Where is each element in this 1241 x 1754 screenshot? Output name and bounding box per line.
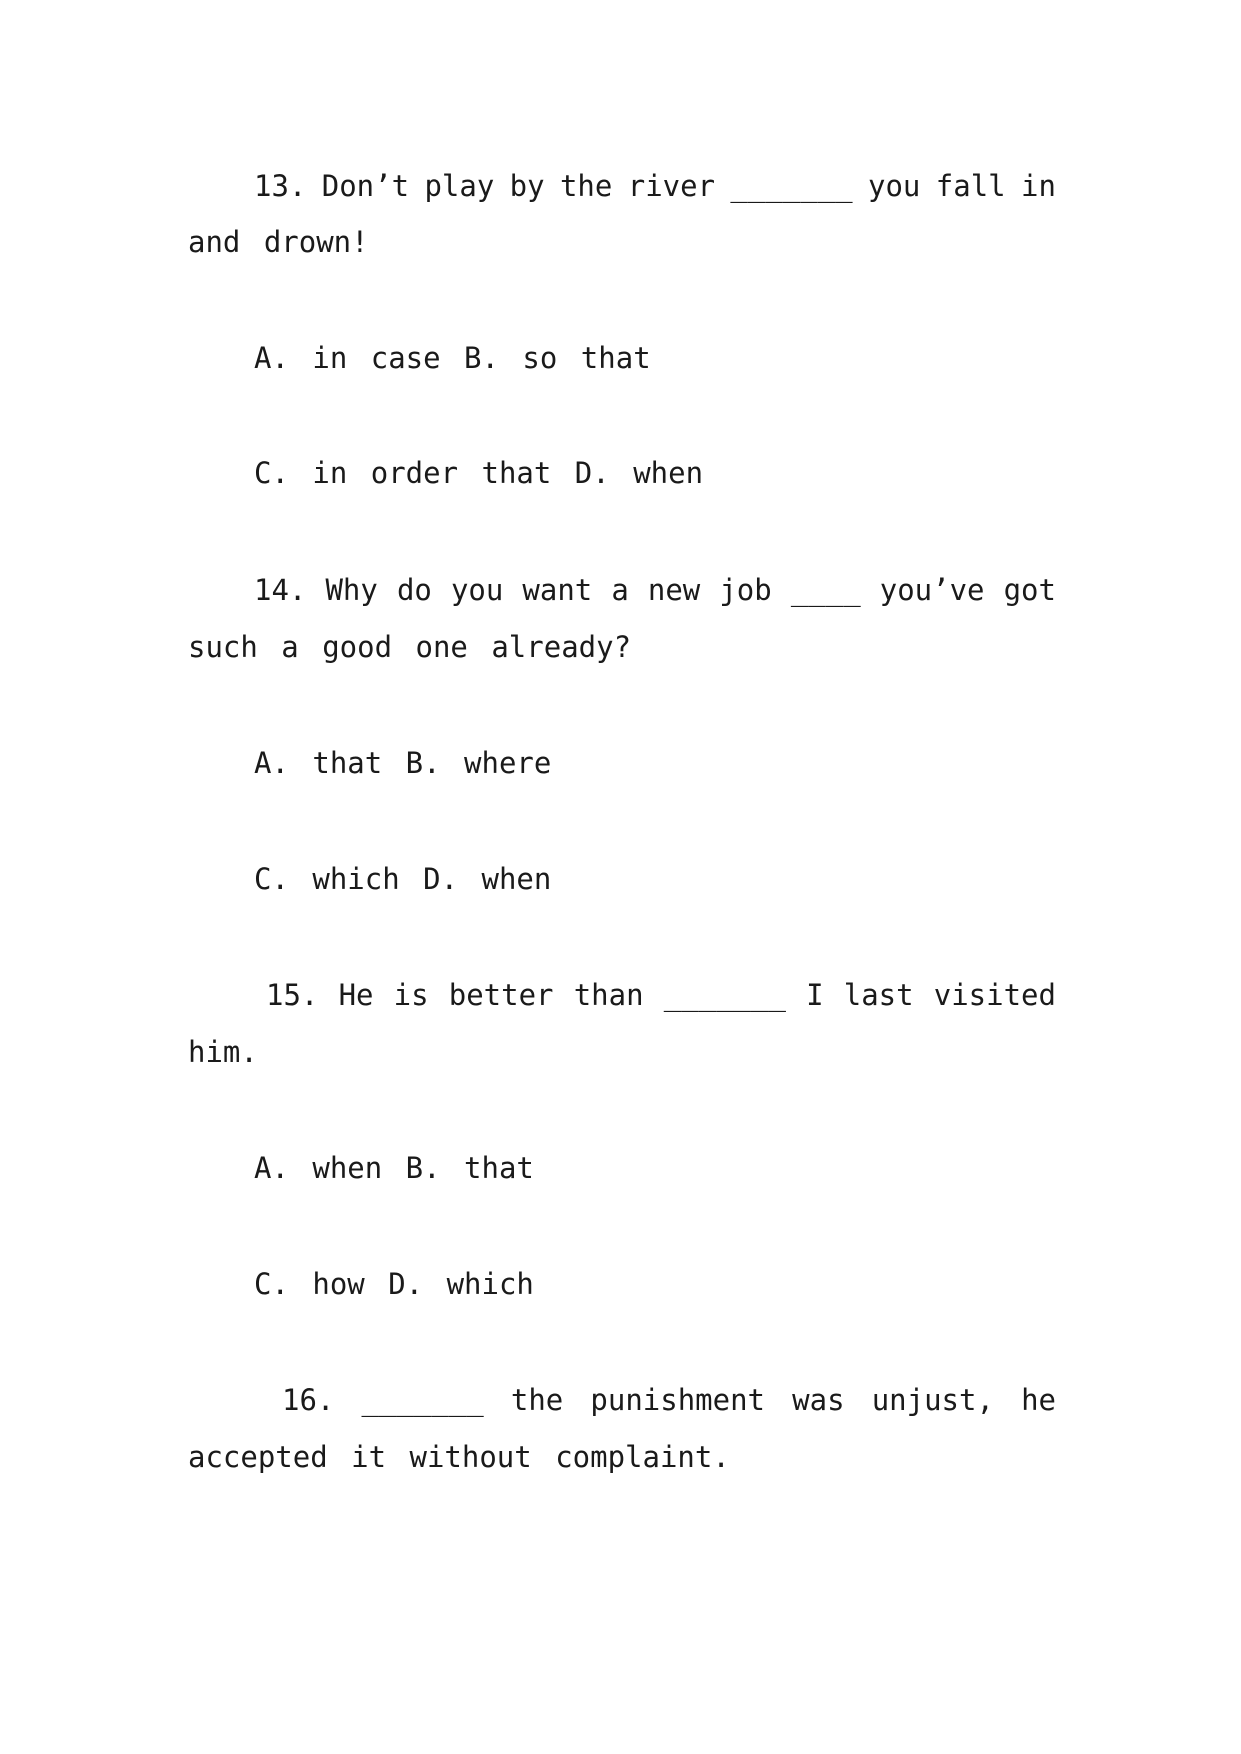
word: by: [509, 169, 545, 203]
word: got: [1003, 573, 1056, 607]
question-14-line-2: such a good one already?: [188, 630, 632, 664]
word: is: [393, 978, 429, 1012]
word: the: [559, 169, 613, 203]
word: 16.: [282, 1383, 335, 1417]
question-15-options-cd: C. how D. which: [254, 1267, 534, 1301]
word: you’ve: [879, 573, 985, 607]
word: He: [338, 978, 374, 1012]
answer-blank: _______: [730, 169, 853, 203]
question-13-options-cd: C. in order that D. when: [254, 456, 704, 490]
question-13-line-2: and drown!: [188, 225, 369, 259]
question-15-options-ab: A. when B. that: [254, 1151, 534, 1185]
word: 15.: [266, 978, 319, 1012]
word: he: [1021, 1383, 1056, 1417]
word: the: [510, 1383, 564, 1417]
answer-blank: ____: [790, 573, 861, 607]
word: 14.: [254, 573, 307, 607]
word: I: [806, 978, 824, 1012]
word: want: [522, 573, 593, 607]
word: new: [647, 573, 701, 607]
word: a: [611, 573, 629, 607]
question-15-line-1: [266, 975, 1056, 1015]
word: better: [448, 978, 554, 1012]
word: do: [396, 573, 432, 607]
answer-blank: _______: [361, 1383, 484, 1417]
question-14-options-cd: C. which D. when: [254, 862, 552, 896]
question-13-line-1: [254, 166, 1056, 206]
word: river: [627, 169, 716, 203]
word: job: [719, 573, 772, 607]
question-14-line-1: [254, 570, 1056, 610]
word: you: [450, 573, 504, 607]
word: play: [424, 169, 495, 203]
word: last: [843, 978, 914, 1012]
word: Why: [325, 573, 378, 607]
word: visited: [933, 978, 1056, 1012]
word: unjust,: [871, 1383, 994, 1417]
word: you: [868, 169, 921, 203]
word: in: [1021, 169, 1056, 203]
answer-blank: _______: [663, 978, 786, 1012]
word: was: [792, 1383, 845, 1417]
word: than: [573, 978, 644, 1012]
question-16-line-1: [282, 1380, 1056, 1420]
word: fall: [935, 169, 1006, 203]
word: Don’t: [321, 169, 410, 203]
question-14-options-ab: A. that B. where: [254, 746, 552, 780]
question-13-options-ab: A. in case B. so that: [254, 341, 651, 375]
question-15-line-2: him.: [188, 1035, 258, 1069]
question-16-line-2: accepted it without complaint.: [188, 1440, 730, 1474]
word: punishment: [590, 1383, 766, 1417]
word: 13.: [254, 169, 307, 203]
